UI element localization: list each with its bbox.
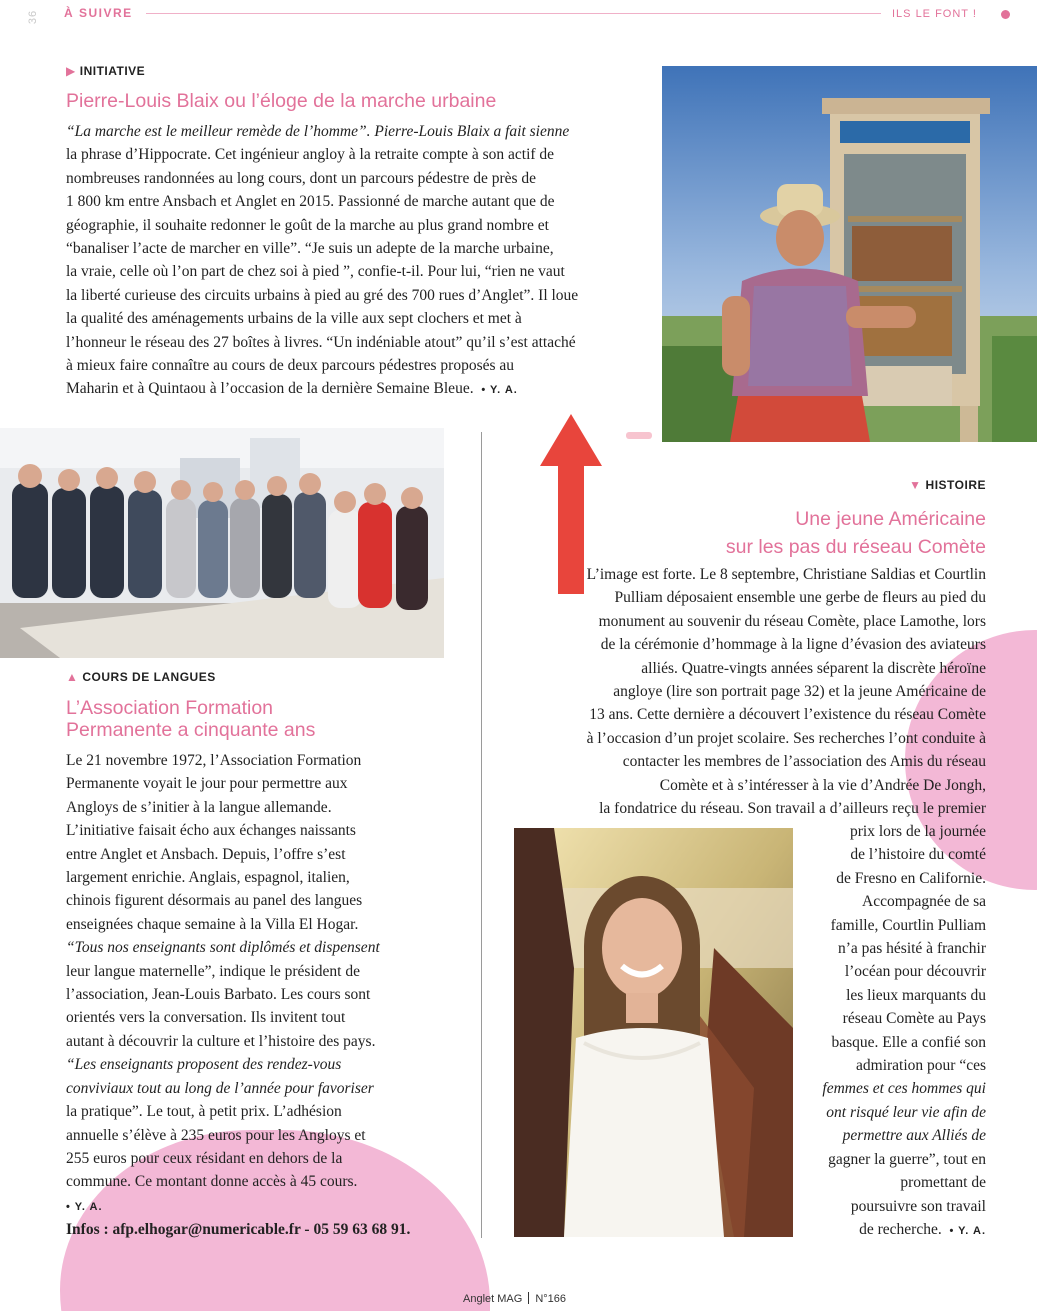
article1-line: nombreuses randonnées au long cours, dont un parcours pédestre de près de [66,169,537,187]
article2-line: autant à découvrir la culture et l’histoire des pays. [66,1032,376,1050]
article3-line: la fondatrice du réseau. Son travail a d’ailleurs reçu le premier [599,800,986,818]
article2-body [66,749,456,1240]
article3-kicker-label: HISTOIRE [925,478,986,492]
article1-line: 1 800 km entre Ansbach et Anglet en 2015. Passionné de marche autant que de [66,193,555,211]
article3-line [786,1124,986,1147]
article2-line-14: conviviaux tout au long de l’année pour favoriser [66,1079,374,1097]
article3-narrow-13: permettre aux Alliés de [842,1127,986,1145]
article2-line [66,936,456,959]
article3-narrow-11: femmes et ces hommes qui [822,1080,986,1098]
article2-line: chinois figurent désormais au panel des langues [66,892,363,910]
article2-line [66,1077,456,1100]
article3-line [786,1077,986,1100]
article1-line: l’honneur le réseau des 27 boîtes à livres. “Un indéniable atout” qu’il s’est attaché [66,333,576,351]
article3-title-line: sur les pas du réseau Comète [725,536,986,558]
article1-title: Pierre-Louis Blaix ou l’éloge de la marche urbaine [66,90,497,112]
article3-line: angloye (lire son portrait page 32) et la jeune Américaine de [613,683,986,701]
article3-title [726,505,986,561]
article2-line: largement enrichie. Anglais, espagnol, italien, [66,869,350,887]
article3-line: alliés. Quatre-vingts années séparent la discrète héroïne [641,659,986,677]
article1-line: la phrase d’Hippocrate. Cet ingénieur angloy à la retraite compte à son actif de [66,146,555,164]
article1-line: la liberté curieuse des circuits urbains à pied au gré des 700 rues d’Anglet”. Il loue [66,286,579,304]
article1-line [66,120,636,143]
article2-title [66,697,315,741]
article3-line-last [786,1218,986,1243]
article1-line-11: Maharin et à Quintaou à l’occasion de la dernière Semaine Bleue. [66,380,474,398]
photo-girl-art [514,828,793,1237]
article1-kicker-label: INITIATIVE [79,64,146,78]
article3-signature: • Y. A. [949,1224,986,1237]
article1-line: “banaliser l’acte de marcher en ville”. “Je suis un adepte de la marche urbaine, [66,240,554,258]
article3-line: Comète et à s’intéresser à la vie d’Andrée De Jongh, [659,776,986,794]
article2-line: Angloys de s’initier à la langue allemande. [66,798,332,816]
article3-line: de l’histoire du comté [850,846,986,864]
article3-narrow-12: ont risqué leur vie afin de [826,1103,986,1121]
article2-line: orientés vers la conversation. Ils invitent tout [66,1009,346,1027]
article1-kicker [66,64,145,78]
article1-line-last [66,377,636,402]
page-number: 36 [27,9,39,25]
article3-body-narrow [786,820,986,1243]
article1-line-0: “La marche est le meilleur remède de l’homme”. Pierre-Louis Blaix a fait sienne [66,123,570,140]
header-rule [146,13,881,14]
article1-line: géographie, il souhaite redonner le goût de la marche au plus grand nombre et [66,216,549,234]
article2-line: enseignées chaque semaine à la Villa El Hogar. [66,915,359,933]
article3-title-line: Une jeune Américaine [795,508,986,530]
photo-group-association [0,428,444,658]
article2-kicker [66,670,216,684]
article3-line: famille, Courtlin Pulliam [830,916,986,934]
article3-kicker [909,478,986,492]
article1-signature: • Y. A. [481,384,518,397]
article3-line: promettant de [900,1174,986,1192]
article2-line: entre Anglet et Ansbach. Depuis, l’offre s’est [66,845,346,863]
triangle-right-icon: ▶ [66,64,76,78]
article3-line: réseau Comète au Pays [842,1010,986,1028]
article1-line: la vraie, celle où l’on part de chez soi à pied ”, confie-t-il. Pour lui, “rien ne vaut [66,263,565,281]
article1-line: la qualité des aménagements urbains de la ville aux sept clochers et met à [66,310,522,328]
footer-separator [528,1292,529,1304]
footer-magazine: Anglet MAG [463,1293,523,1305]
article3-narrow-17: de recherche. [859,1220,942,1238]
article2-line: Le 21 novembre 1972, l’Association Formation [66,752,362,769]
triangle-down-icon: ▼ [909,478,922,492]
photo-girl [514,828,793,1237]
article2-line: commune. Ce montant donne accès à 45 cours. [66,1173,358,1191]
article3-line: admiration pour “ces [856,1057,986,1075]
article3-line: monument au souvenir du réseau Comète, place Lamothe, lors [598,612,986,630]
header-dot-icon [1001,10,1010,19]
article3-line: l’océan pour découvrir [844,963,986,981]
article3-line: de Fresno en Californie. [836,869,986,887]
article2-line: l’association, Jean-Louis Barbato. Les cours sont [66,986,371,1004]
article2-line: annuelle s’élève à 235 euros pour les Angloys et [66,1126,366,1144]
article3-line: poursuivre son travail [850,1197,986,1215]
article2-line-13: “Les enseignants proposent des rendez-vous [66,1056,342,1074]
article3-line [786,1101,986,1124]
photo-group-art [0,428,444,658]
article2-line: Permanente voyait le jour pour permettre aux [66,775,348,793]
article2-line [66,1053,456,1076]
article2-line: leur langue maternelle”, indique le président de [66,962,360,980]
article2-line: 255 euros pour ceux résidant en dehors de la [66,1149,343,1167]
article3-line: L’image est forte. Le 8 septembre, Christiane Saldias et Courtlin [586,566,986,583]
article2-line: la pratique”. Le tout, à petit prix. L’adhésion [66,1103,342,1121]
photo-man-book-box [662,66,1037,442]
pink-dash [626,432,652,439]
article2-line: L’initiative faisait écho aux échanges naissants [66,822,356,840]
article3-line: Pulliam déposaient ensemble une gerbe de fleurs au pied du [614,589,986,607]
article3-line: gagner la guerre”, tout en [828,1150,986,1168]
article3-line: contacter les membres de l’association des Amis du réseau [622,753,986,771]
article3-line: les lieux marquants du [846,986,986,1004]
article2-line-8: “Tous nos enseignants sont diplômés et dispensent [66,939,380,957]
section-title: À SUIVRE [64,6,133,20]
footer [463,1292,566,1305]
triangle-up-icon: ▲ [66,670,79,684]
article1-line: à mieux faire connaître au cours de deux parcours pédestres proposés au [66,357,515,375]
article3-line: Accompagnée de sa [862,893,986,911]
article3-line: basque. Elle a confié son [831,1033,986,1051]
article2-title-line: Permanente a cinquante ans [66,719,316,741]
article1-body [66,120,636,403]
article3-line: 13 ans. Cette dernière a découvert l’existence du réseau Comète [589,706,986,724]
photo-man-book-box-art [662,66,1037,442]
article3-line: de la cérémonie d’hommage à la ligne d’évasion des aviateurs [600,636,986,654]
article3-body-wide [506,563,986,820]
column-divider [481,432,482,1238]
article3-line: n’a pas hésité à franchir [837,940,986,958]
footer-issue: N°166 [535,1293,567,1305]
article3-line: à l’occasion d’un projet scolaire. Ses recherches l’ont conduite à [586,729,986,747]
article2-infos: Infos : afp.elhogar@numericable.fr - 05 59 63 68 91. [66,1220,411,1238]
article2-title-line: L’Association Formation [66,697,274,719]
article3-line: prix lors de la journée [849,823,986,840]
article2-signature: • Y. A. [66,1200,103,1213]
rubric-title: ILS LE FONT ! [892,8,977,20]
red-arrow-up-icon [540,414,602,466]
article2-kicker-label: COURS DE LANGUES [82,670,216,684]
